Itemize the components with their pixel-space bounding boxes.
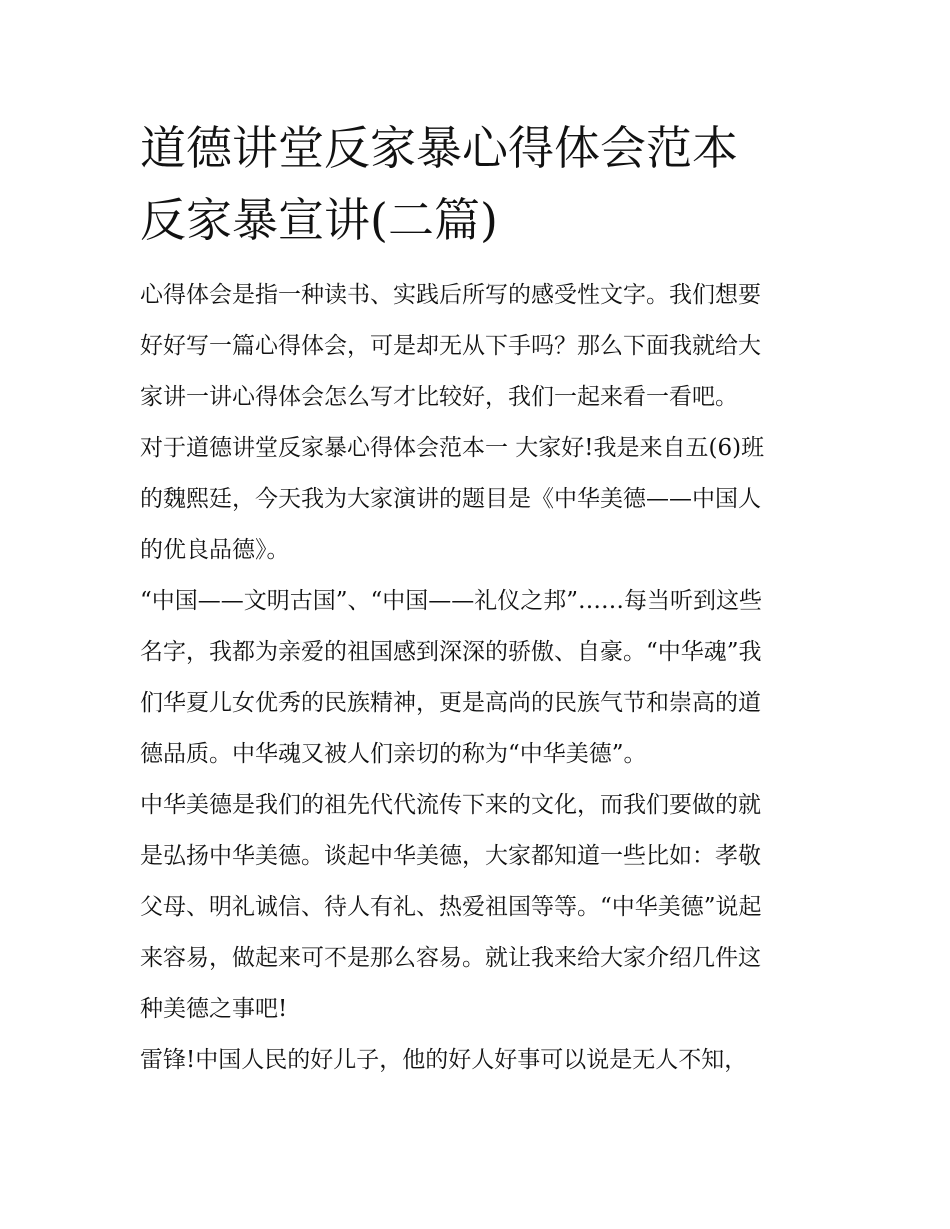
document-title bbox=[140, 112, 815, 256]
text-line: 父母、明礼诚信、待人有礼、热爱祖国等等。“中华美德”说起 bbox=[140, 894, 762, 920]
text-line: 的魏熙廷，今天我为大家演讲的题目是《中华美德——中国人 bbox=[140, 486, 761, 512]
text-line: 对于道德讲堂反家暴心得体会范本一 大家好!我是来自五(6)班 bbox=[140, 435, 765, 461]
text-line: 来容易，做起来可不是那么容易。就让我来给大家介绍几件这 bbox=[140, 945, 761, 971]
text-line: 的优良品德》。 bbox=[140, 537, 290, 563]
text-line: 心得体会是指一种读书、实践后所写的感受性文字。我们想要 bbox=[140, 282, 761, 308]
text-line: 雷锋!中国人民的好儿子，他的好人好事可以说是无人不知， bbox=[140, 1047, 748, 1073]
paragraph-speech-opening bbox=[140, 423, 815, 576]
text-line: 家讲一讲心得体会怎么写才比较好，我们一起来看一看吧。 bbox=[140, 384, 738, 410]
text-line: 中华美德是我们的祖先代代流传下来的文化，而我们要做的就 bbox=[140, 792, 761, 818]
paragraph-intro bbox=[140, 270, 815, 423]
text-line: “中国——文明古国”、“中国——礼仪之邦”……每当听到这些 bbox=[140, 588, 763, 614]
paragraph-china-names bbox=[140, 576, 815, 780]
paragraph-lei-feng bbox=[140, 1035, 815, 1086]
text-line: 是弘扬中华美德。谈起中华美德，大家都知道一些比如：孝敬 bbox=[140, 843, 761, 869]
title-line: 反家暴宣讲(二篇) bbox=[140, 193, 498, 247]
paragraph-virtues bbox=[140, 780, 815, 1035]
text-line: 们华夏儿女优秀的民族精神，更是高尚的民族气节和崇高的道 bbox=[140, 690, 761, 716]
text-line: 名字，我都为亲爱的祖国感到深深的骄傲、自豪。“中华魂”我 bbox=[140, 639, 762, 665]
text-line: 种美德之事吧! bbox=[140, 996, 288, 1022]
text-line: 德品质。中华魂又被人们亲切的称为“中华美德”。 bbox=[140, 741, 647, 767]
text-line: 好好写一篇心得体会，可是却无从下手吗？那么下面我就给大 bbox=[140, 333, 761, 359]
title-line: 道德讲堂反家暴心得体会范本 bbox=[140, 121, 738, 175]
document-page bbox=[140, 112, 815, 1086]
